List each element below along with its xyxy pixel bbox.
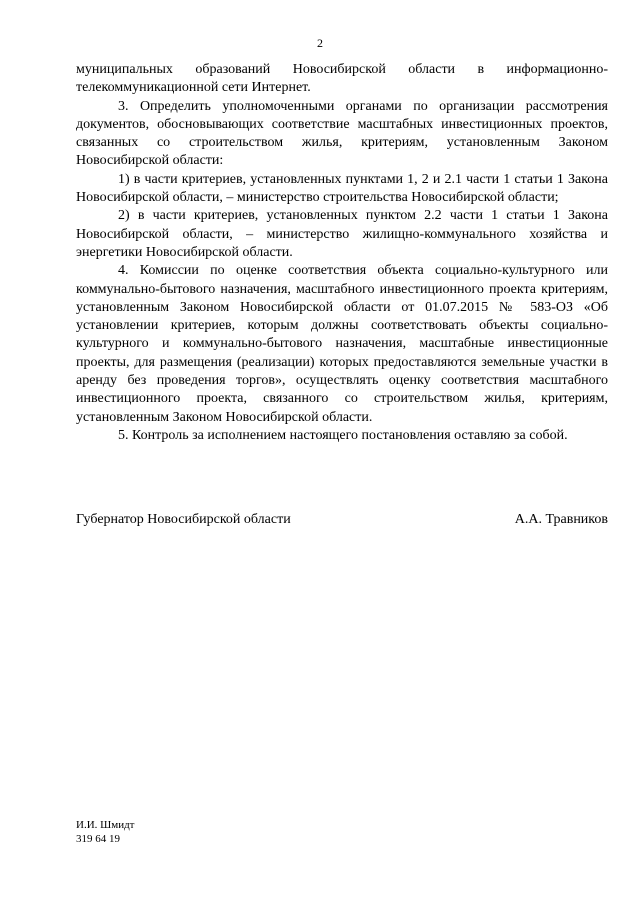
executor-name: И.И. Шмидт bbox=[76, 819, 135, 831]
paragraph-item-4: 4. Комиссии по оценке соответствия объекта социально-культурного или коммунально-бытового назначения, масштабного инвестиционного проекта критериям, установленным Законом Новосибирской области от 01.07.2015 № 583-ОЗ «Об установлении критериев, которым должны соответствовать объекты социально-культурного и коммунально-бытового назначения, масштабные инвестиционные проекты, для размещения (реализации) которых предоставляются земельные участки в аренду без проведения торгов», осуществлять оценку соответствия масштабного инвестиционного проекта, связанного со строительством жилья, критериям, установленным Законом Новосибирской области. bbox=[76, 263, 608, 425]
paragraph-subitem-1: 1) в части критериев, установленных пунктами 1, 2 и 2.1 части 1 статьи 1 Закона Новосибирской области, – министерство строительства Новосибирской области; bbox=[76, 171, 608, 206]
signatory-position: Губернатор Новосибирской области bbox=[76, 512, 291, 527]
signatory-name: А.А. Травников bbox=[514, 512, 608, 527]
signature-block bbox=[76, 512, 608, 528]
paragraph-continuation: муниципальных образований Новосибирской области в информационно-телекоммуникационной сети Интернет. bbox=[76, 62, 608, 96]
page-number: 2 bbox=[317, 36, 323, 50]
executor-footer bbox=[76, 818, 135, 846]
executor-phone: 319 64 19 bbox=[76, 833, 120, 845]
paragraph-item-3: 3. Определить уполномоченными органами по организации рассмотрения документов, обосновывающих соответствие масштабных инвестиционных проектов, связанных со строительством жилья, критериям, установленным Законом Новосибирской области: bbox=[76, 98, 608, 169]
document-body bbox=[76, 61, 608, 445]
paragraph-subitem-2: 2) в части критериев, установленных пунктом 2.2 части 1 статьи 1 Закона Новосибирской области, – министерство жилищно-коммунального хозяйства и энергетики Новосибирской области. bbox=[76, 208, 608, 260]
paragraph-item-5: 5. Контроль за исполнением настоящего постановления оставляю за собой. bbox=[118, 427, 568, 443]
